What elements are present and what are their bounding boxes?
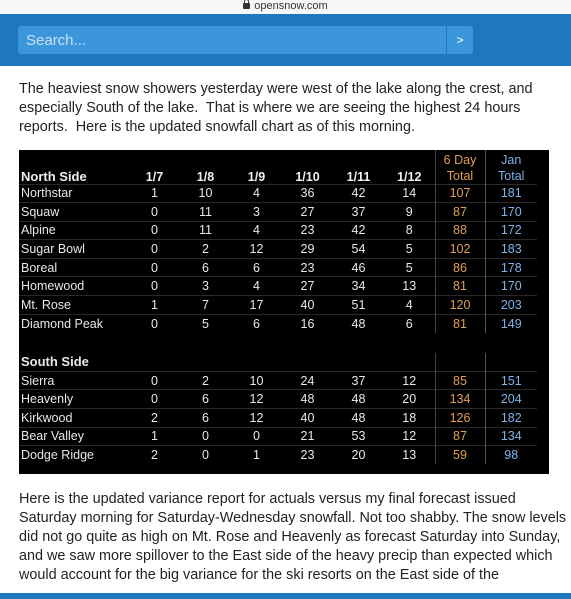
snowfall-value: 8: [384, 221, 435, 240]
article-paragraph-1: The heaviest snow showers yesterday were west of the lake along the crest, and especially South of the lake. That is where we are seeing the highest 24 hours reports. Here is the updated snowfall chart as of this morning.: [19, 81, 537, 135]
snowfall-value: 12: [384, 427, 435, 446]
snowfall-value: 4: [231, 184, 282, 203]
chart-border: [549, 150, 552, 474]
snowfall-value: 23: [282, 446, 333, 465]
resort-name: Dodge Ridge: [19, 446, 129, 465]
snowfall-value: 0: [129, 390, 180, 409]
snowfall-value: 42: [333, 184, 384, 203]
snowfall-value: 24: [282, 371, 333, 390]
jan-total: 182: [485, 409, 537, 428]
resort-name: Mt. Rose: [19, 296, 129, 315]
jan-total: 149: [485, 314, 537, 333]
six-day-total: 88: [435, 221, 485, 240]
six-day-total: 59: [435, 446, 485, 465]
table-row: [19, 277, 537, 296]
snowfall-value: 48: [333, 314, 384, 333]
snowfall-value: 5: [180, 314, 231, 333]
snowfall-value: 11: [180, 221, 231, 240]
jan-total: 183: [485, 240, 537, 259]
snowfall-value: 12: [231, 409, 282, 428]
snowfall-value: 46: [333, 258, 384, 277]
snowfall-value: 27: [282, 277, 333, 296]
snowfall-chart: [19, 150, 552, 474]
empty-cell: [333, 353, 384, 372]
snowfall-value: 5: [384, 240, 435, 259]
column-header: 1/9: [247, 169, 266, 184]
snowfall-value: 12: [231, 240, 282, 259]
snowfall-value: 6: [180, 390, 231, 409]
jan-total: 203: [485, 296, 537, 315]
snowfall-value: 48: [282, 390, 333, 409]
six-day-total: 102: [435, 240, 485, 259]
snowfall-value: 0: [129, 258, 180, 277]
gap-cell: [19, 333, 537, 353]
resort-name: Diamond Peak: [19, 314, 129, 333]
snowfall-value: 36: [282, 184, 333, 203]
section-name: North Side: [21, 168, 87, 184]
empty-cell: [231, 353, 282, 372]
six-day-total: 85: [435, 371, 485, 390]
article-paragraph-2: Here is the updated variance report for actuals versus my final forecast issued Saturday morning for Saturday-Wednesday snowfall. Not too shabby. The snow levels did not go quite as high on Mt. Rose and Heavenly as forecast Saturday into Sunday, and we saw more spillover to the East side of the heavy precip than expected which would account for the big variance for the ski resorts on the East side of the: [19, 491, 567, 583]
snowfall-value: 53: [333, 427, 384, 446]
jan-header-line: Total: [498, 168, 525, 183]
six-day-total: 107: [435, 184, 485, 203]
jan-total: 98: [485, 446, 537, 465]
empty-cell: [180, 353, 231, 372]
snowfall-value: 37: [333, 203, 384, 222]
snowfall-value: 1: [129, 184, 180, 203]
snowfall-value: 0: [180, 446, 231, 465]
resort-name: Kirkwood: [19, 409, 129, 428]
snowfall-value: 12: [231, 390, 282, 409]
snowfall-value: 0: [129, 277, 180, 296]
jan-total: 170: [485, 277, 537, 296]
snowfall-value: 2: [180, 240, 231, 259]
browser-url-bar[interactable]: [0, 0, 571, 14]
snowfall-value: 6: [231, 314, 282, 333]
snowfall-value: 7: [180, 296, 231, 315]
resort-name: Sugar Bowl: [19, 240, 129, 259]
snowfall-value: 6: [180, 258, 231, 277]
snowfall-value: 1: [129, 427, 180, 446]
snowfall-value: 17: [231, 296, 282, 315]
snowfall-value: 0: [231, 427, 282, 446]
resort-name: Alpine: [19, 221, 129, 240]
empty-cell: [485, 353, 537, 372]
search-box: [18, 26, 472, 54]
snowfall-value: 1: [129, 296, 180, 315]
table-row: [19, 184, 537, 203]
snowfall-value: 13: [384, 446, 435, 465]
six-day-total: 126: [435, 409, 485, 428]
snowfall-value: 42: [333, 221, 384, 240]
jan-total: 151: [485, 371, 537, 390]
snowfall-value: 13: [384, 277, 435, 296]
column-header: 1/11: [346, 169, 371, 184]
snowfall-value: 11: [180, 203, 231, 222]
column-header: 1/12: [397, 169, 422, 184]
snowfall-value: 0: [129, 221, 180, 240]
snowfall-value: 48: [333, 390, 384, 409]
snowfall-value: 51: [333, 296, 384, 315]
six-day-total: 86: [435, 258, 485, 277]
snowfall-value: 4: [231, 221, 282, 240]
snowfall-value: 23: [282, 221, 333, 240]
snowfall-value: 34: [333, 277, 384, 296]
table-row: [19, 390, 537, 409]
section-gap: [19, 333, 537, 353]
resort-name: Homewood: [19, 277, 129, 296]
jan-total: 181: [485, 184, 537, 203]
jan-total: 172: [485, 221, 537, 240]
six-day-total: 134: [435, 390, 485, 409]
snowfall-value: 12: [384, 371, 435, 390]
six-day-total: 81: [435, 277, 485, 296]
six-day-total: 87: [435, 427, 485, 446]
lock-icon: [243, 3, 250, 9]
total-header-line: 6 Day: [443, 152, 477, 167]
table-row: [19, 427, 537, 446]
jan-total: 170: [485, 203, 537, 222]
table-row: [19, 296, 537, 315]
snowfall-value: 40: [282, 409, 333, 428]
snowfall-value: 1: [231, 446, 282, 465]
snowfall-value: 0: [180, 427, 231, 446]
resort-name: Northstar: [19, 184, 129, 203]
snowfall-value: 0: [129, 240, 180, 259]
jan-total: 204: [485, 390, 537, 409]
table-row: [19, 203, 537, 222]
snowfall-value: 21: [282, 427, 333, 446]
table-row: [19, 409, 537, 428]
snowfall-value: 2: [180, 371, 231, 390]
snowfall-value: 9: [384, 203, 435, 222]
snowfall-value: 10: [180, 184, 231, 203]
resort-name: Squaw: [19, 203, 129, 222]
snowfall-value: 3: [231, 203, 282, 222]
snowfall-value: 0: [129, 371, 180, 390]
section-header-row: [19, 353, 537, 372]
snowfall-value: 37: [333, 371, 384, 390]
total-header-line: Total: [446, 168, 474, 183]
snowfall-value: 18: [384, 409, 435, 428]
table-row: [19, 258, 537, 277]
table-row: [19, 240, 537, 259]
snowfall-value: 29: [282, 240, 333, 259]
resort-name: Heavenly: [19, 390, 129, 409]
resort-name: Sierra: [19, 371, 129, 390]
resort-name: Bear Valley: [19, 427, 129, 446]
snowfall-value: 0: [129, 203, 180, 222]
bottom-toolbar: [0, 593, 571, 599]
jan-total: 134: [485, 427, 537, 446]
snowfall-value: 4: [384, 296, 435, 315]
snowfall-value: 27: [282, 203, 333, 222]
section-header-row: [19, 150, 537, 184]
jan-header: [485, 150, 537, 184]
site-header: [0, 14, 571, 66]
snowfall-value: 54: [333, 240, 384, 259]
six-day-total: 87: [435, 203, 485, 222]
snowfall-value: 6: [384, 314, 435, 333]
snowfall-value: 2: [129, 446, 180, 465]
snowfall-value: 20: [333, 446, 384, 465]
snowfall-value: 2: [129, 409, 180, 428]
url-text: opensnow.com: [254, 0, 328, 12]
column-header: 1/7: [145, 169, 164, 184]
six-day-total: 120: [435, 296, 485, 315]
empty-cell: [435, 353, 485, 372]
empty-cell: [384, 353, 435, 372]
snowfall-value: 3: [180, 277, 231, 296]
table-row: [19, 446, 537, 465]
snowfall-value: 0: [129, 314, 180, 333]
six-day-total: 81: [435, 314, 485, 333]
section-name: South Side: [21, 354, 89, 370]
search-button[interactable]: >: [447, 26, 473, 54]
snowfall-value: 48: [333, 409, 384, 428]
snowfall-value: 16: [282, 314, 333, 333]
snowfall-value: 20: [384, 390, 435, 409]
total-header: [435, 150, 485, 184]
snowfall-value: 4: [231, 277, 282, 296]
snowfall-value: 6: [231, 258, 282, 277]
snowfall-value: 6: [180, 409, 231, 428]
resort-name: Boreal: [19, 258, 129, 277]
snowfall-value: 10: [231, 371, 282, 390]
search-input[interactable]: [18, 26, 446, 54]
table-row: [19, 221, 537, 240]
column-header: 1/10: [295, 169, 320, 184]
snowfall-value: 23: [282, 258, 333, 277]
empty-cell: [282, 353, 333, 372]
jan-total: 178: [485, 258, 537, 277]
snowfall-table: [19, 150, 537, 464]
snowfall-value: 5: [384, 258, 435, 277]
column-header: 1/8: [196, 169, 215, 184]
table-row: [19, 314, 537, 333]
snowfall-value: 40: [282, 296, 333, 315]
jan-header-line: Jan: [501, 152, 522, 167]
snowfall-value: 14: [384, 184, 435, 203]
empty-cell: [129, 353, 180, 372]
table-row: [19, 371, 537, 390]
article-body: [0, 66, 571, 137]
